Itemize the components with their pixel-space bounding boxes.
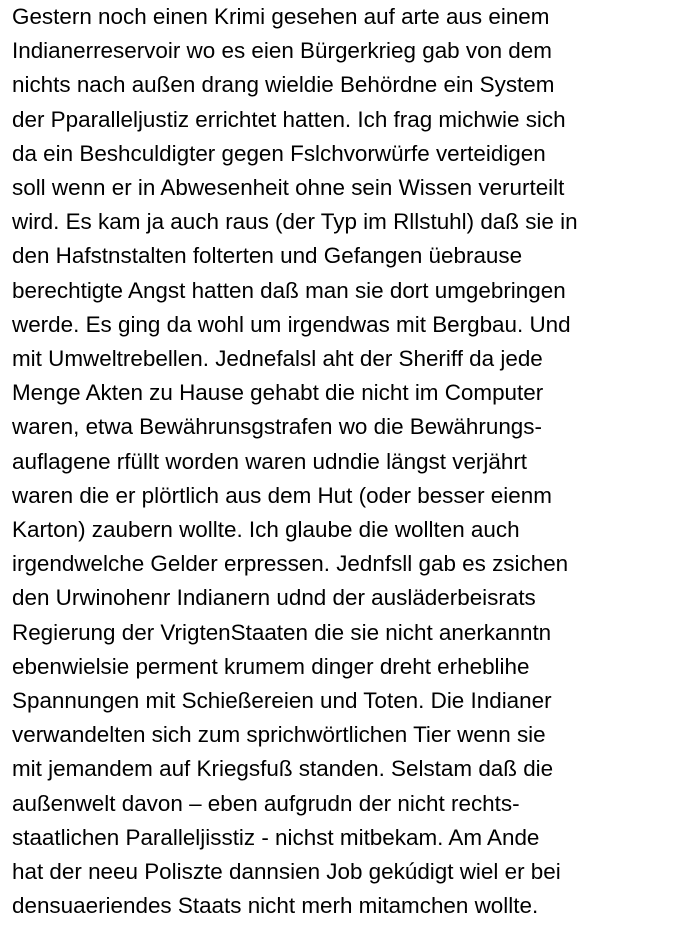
text-line: mit jemandem auf Kriegsfuß standen. Selstam daß die [12,756,554,782]
text-line: wird. Es kam ja auch raus (der Typ im Rllstuhl) daß sie in [12,209,578,235]
text-line: den Hafstnstalten folterten und Gefangen üebrause [12,243,523,269]
text-line: irgendwelche Gelder erpressen. Jednfsll gab es zsichen [12,551,569,577]
text-line: Karton) zaubern wollte. Ich glaube die wollten auch [12,517,520,543]
text-line: außenwelt davon – eben aufgrudn der nicht rechts- [12,790,520,816]
text-line: Menge Akten zu Hause gehabt die nicht im Computer [12,380,544,406]
text-line: Indianerreservoir wo es eien Bürgerkrieg gab von dem [12,38,552,64]
body-text [12,0,682,923]
text-line: densuaeriendes Staats nicht merh mitamchen wollte. [12,893,539,919]
text-line: den Urwinohenr Indianern udnd der ausläderbeisrats [12,585,536,611]
text-line: soll wenn er in Abwesenheit ohne sein Wissen verurteilt [12,175,565,201]
text-line: ebenwielsie perment krumem dinger dreht erheblihe [12,653,530,679]
text-line: waren die er plörtlich aus dem Hut (oder besser eienm [12,482,552,508]
text-line: Gestern noch einen Krimi gesehen auf arte aus einem [12,4,550,29]
text-line: staatlichen Paralleljisstiz - nichst mitbekam. Am Ande [12,824,540,850]
text-line: berechtigte Angst hatten daß man sie dort umgebringen [12,277,566,303]
text-line: auflagene rfüllt worden waren udndie längst verjährt [12,448,528,474]
text-line: hat der neeu Poliszte dannsien Job gekúdigt wiel er bei [12,859,561,885]
text-line: da ein Beshculdigter gegen Fslchvorwürfe verteidigen [12,140,546,166]
text-line: Regierung der VrigtenStaaten die sie nicht anerkanntn [12,619,552,645]
text-line: werde. Es ging da wohl um irgendwas mit Bergbau. Und [12,311,571,337]
text-line: mit Umweltrebellen. Jednefalsl aht der Sheriff da jede [12,346,543,372]
text-line: der Pparalleljustiz errichtet hatten. Ich frag michwie sich [12,106,566,132]
text-line: Spannungen mit Schießereien und Toten. Die Indianer [12,688,552,714]
text-line: nichts nach außen drang wieldie Behördne ein System [12,72,555,98]
text-line: waren, etwa Bewährunsgstrafen wo die Bewährungs- [12,414,542,440]
text-line: verwandelten sich zum sprichwörtlichen Tier wenn sie [12,722,546,748]
